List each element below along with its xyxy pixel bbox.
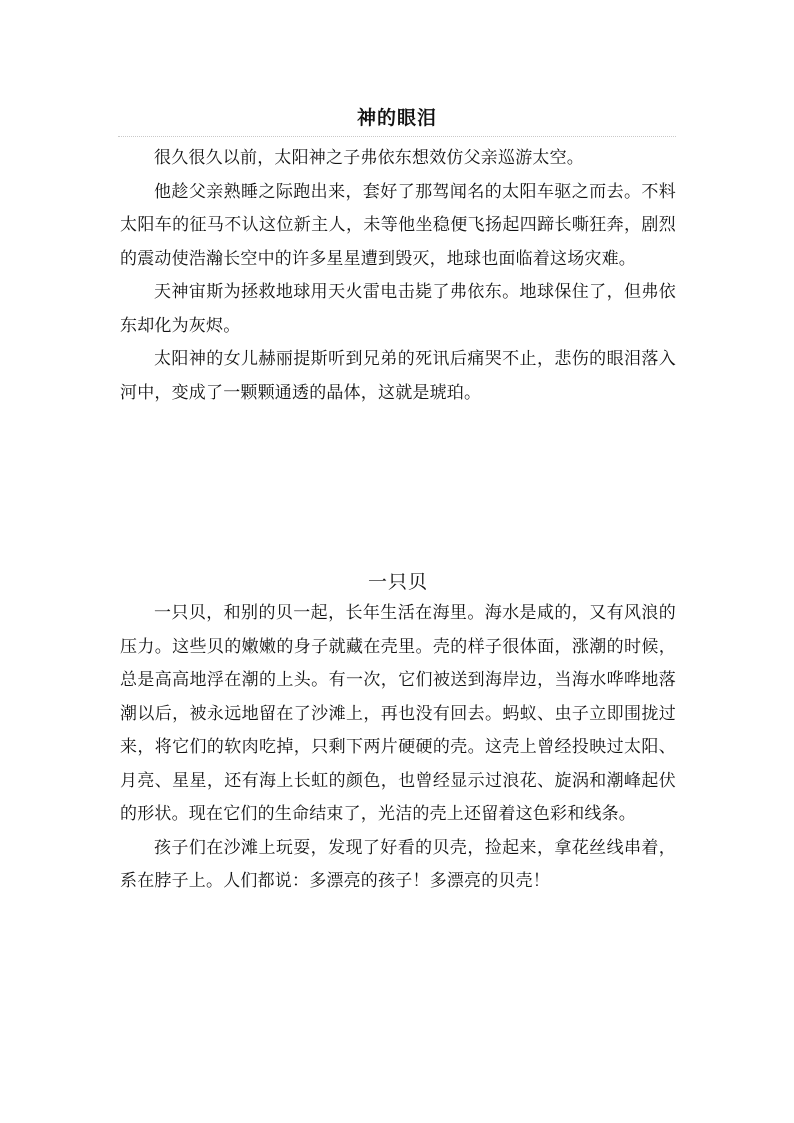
section-title-god-tears: 神的眼泪 bbox=[356, 107, 437, 129]
paragraph: 太阳神的女儿赫丽提斯听到兄弟的死讯后痛哭不止，悲伤的眼泪落入河中，变成了一颗颗通透的晶体，这就是琥珀。 bbox=[120, 349, 676, 403]
paragraph: 很久很久以前，太阳神之子弗依东想效仿父亲巡游太空。 bbox=[154, 148, 584, 168]
title-divider bbox=[118, 136, 676, 137]
paragraph: 他趁父亲熟睡之际跑出来，套好了那驾闻名的太阳车驱之而去。不料太阳车的征马不认这位新主人，未等他坐稳便飞扬起四蹄长嘶狂奔，剧烈的震动使浩瀚长空中的许多星星遭到毁灭，地球也面临着这场灾难。 bbox=[120, 181, 676, 269]
section-one-shell bbox=[120, 568, 676, 899]
paragraph: 孩子们在沙滩上玩耍，发现了好看的贝壳，捡起来，拿花丝线串着，系在脖子上。人们都说：多漂亮的孩子！多漂亮的贝壳！ bbox=[120, 837, 676, 891]
section-title-one-shell: 一只贝 bbox=[367, 571, 428, 593]
paragraph: 天神宙斯为拯救地球用天火雷电击毙了弗依东。地球保住了，但弗依东却化为灰烬。 bbox=[120, 282, 676, 336]
paragraph: 一只贝，和别的贝一起，长年生活在海里。海水是咸的，又有风浪的压力。这些贝的嫩嫩的身子就藏在壳里。壳的样子很体面，涨潮的时候，总是高高地浮在潮的上头。有一次，它们被送到海岸边，当海水哗哗地落潮以后，被永远地留在了沙滩上，再也没有回去。蚂蚁、虫子立即围拢过来，将它们的软肉吃掉，只剩下两片硬硬的壳。这壳上曾经投映过太阳、月亮、星星，还有海上长虹的颜色，也曾经显示过浪花、旋涡和潮峰起伏的形状。现在它们的生命结束了，光洁的壳上还留着这色彩和线条。 bbox=[120, 603, 676, 824]
section-god-tears bbox=[120, 142, 676, 410]
